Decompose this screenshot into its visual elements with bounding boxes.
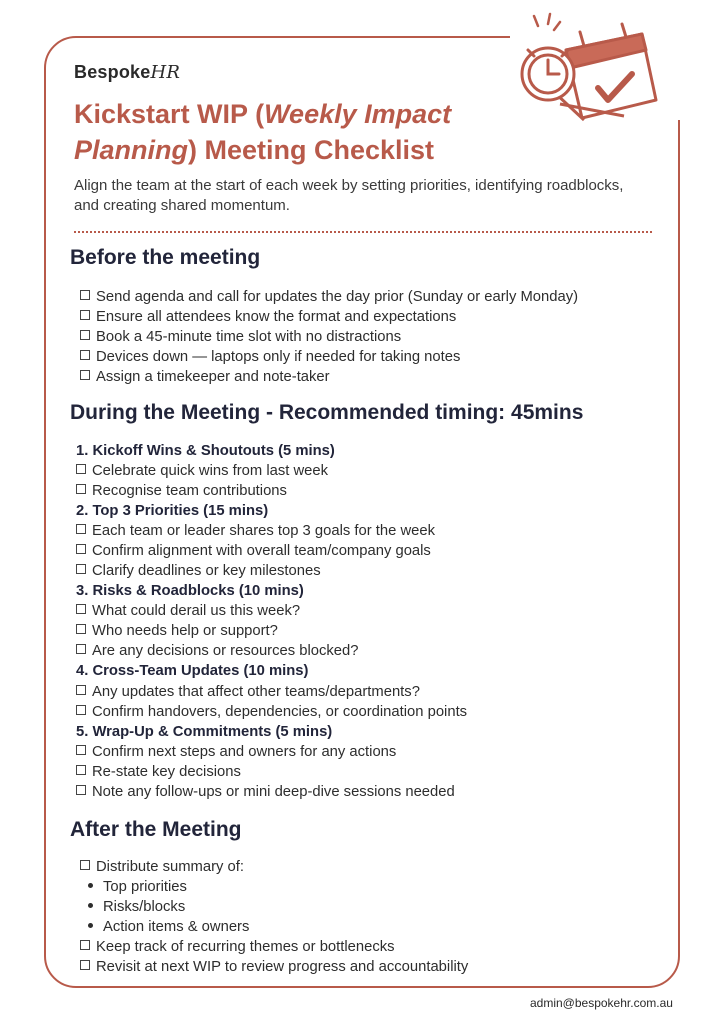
checkbox-icon[interactable] [76,624,86,634]
checkbox-icon[interactable] [76,705,86,715]
brand-logo [74,62,180,83]
checklist-item[interactable] [80,959,468,975]
section-heading-during: During the Meeting - Recommended timing: 45mins [70,401,584,424]
section-heading-after: After the Meeting [70,818,242,841]
bullet-item [88,919,249,935]
checkbox-icon[interactable] [76,745,86,755]
brand-suffix: HR [150,62,181,83]
checklist-item[interactable] [76,623,278,639]
checklist-item[interactable] [76,563,321,579]
checkbox-icon[interactable] [80,310,90,320]
dotted-divider [74,231,652,233]
bullet-item [88,879,187,895]
item-text: Note any follow-ups or mini deep-dive sessions needed [92,784,455,800]
checklist-item[interactable] [76,744,396,760]
bullet-icon [88,923,93,928]
subsection-title: 5. Wrap-Up & Commitments (5 mins) [76,724,333,740]
item-text: What could derail us this week? [92,603,301,619]
checkbox-icon[interactable] [76,644,86,654]
checkbox-icon[interactable] [76,524,86,534]
checkbox-icon[interactable] [76,604,86,614]
checkbox-icon[interactable] [80,860,90,870]
page-title [74,96,534,168]
checklist-item[interactable] [80,309,456,325]
item-text: Celebrate quick wins from last week [92,463,329,479]
item-text: Risks/blocks [103,899,186,915]
checklist-item[interactable] [76,643,358,659]
intro-text: Align the team at the start of each week by setting priorities, identifying roadblocks, and creating shared momentum. [74,177,624,214]
bullet-icon [88,883,93,888]
item-text: Who needs help or support? [92,623,278,639]
checkbox-icon[interactable] [76,544,86,554]
checkbox-icon[interactable] [76,785,86,795]
checkbox-icon[interactable] [80,370,90,380]
checklist-item[interactable] [76,764,241,780]
bullet-icon [88,903,93,908]
title-part1: Kickstart WIP ( [74,99,265,129]
item-text: Devices down — laptops only if needed for taking notes [96,349,461,365]
item-text: Assign a timekeeper and note-taker [96,369,330,385]
checkbox-icon[interactable] [80,290,90,300]
checklist-item[interactable] [76,704,467,720]
checkbox-icon[interactable] [76,564,86,574]
item-text: Each team or leader shares top 3 goals for the week [92,523,435,539]
item-text: Top priorities [103,879,187,895]
checklist-item[interactable] [80,369,330,385]
item-text: Any updates that affect other teams/departments? [92,684,420,700]
checkbox-icon[interactable] [76,685,86,695]
item-text: Distribute summary of: [96,859,245,875]
checklist-item[interactable] [80,349,460,365]
item-text: Re-state key decisions [92,764,241,780]
checkbox-icon[interactable] [80,940,90,950]
checklist-item[interactable] [80,939,395,955]
checklist-item[interactable] [80,859,244,875]
subsection-title: 4. Cross-Team Updates (10 mins) [76,663,309,679]
checklist-item[interactable] [76,523,435,539]
checklist-item[interactable] [76,483,287,499]
footer-email-link[interactable]: admin@bespokehr.com.au [530,996,673,1010]
item-text: Revisit at next WIP to review progress and accountability [96,959,469,975]
checklist-item[interactable] [80,329,401,345]
checkbox-icon[interactable] [80,330,90,340]
checkbox-icon[interactable] [76,765,86,775]
checkbox-icon[interactable] [80,960,90,970]
checklist-item[interactable] [76,543,431,559]
checkbox-icon[interactable] [76,464,86,474]
item-text: Clarify deadlines or key milestones [92,563,321,579]
checklist-item[interactable] [76,784,455,800]
section-heading-before: Before the meeting [70,246,261,269]
item-text: Book a 45-minute time slot with no distractions [96,329,402,345]
item-text: Are any decisions or resources blocked? [92,643,359,659]
item-text: Confirm alignment with overall team/company goals [92,543,431,559]
checklist-item[interactable] [80,289,578,305]
item-text: Confirm next steps and owners for any actions [92,744,397,760]
checklist-item[interactable] [76,463,328,479]
title-part2: ) Meeting Checklist [188,135,435,165]
item-text: Recognise team contributions [92,483,287,499]
item-text: Ensure all attendees know the format and expectations [96,309,457,325]
item-text: Confirm handovers, dependencies, or coordination points [92,704,468,720]
title-italic: Weekly Impact Planning [74,99,452,165]
item-text: Send agenda and call for updates the day prior (Sunday or early Monday) [96,289,579,305]
item-text: Keep track of recurring themes or bottlenecks [96,939,395,955]
bullet-item [88,899,185,915]
subsection-title: 1. Kickoff Wins & Shoutouts (5 mins) [76,443,335,459]
subsection-title: 2. Top 3 Priorities (15 mins) [76,503,269,519]
checkbox-icon[interactable] [80,350,90,360]
checklist-item[interactable] [76,603,300,619]
brand-name: Bespoke [74,62,151,82]
checklist-item[interactable] [76,684,420,700]
checkbox-icon[interactable] [76,484,86,494]
item-text: Action items & owners [103,919,250,935]
subsection-title: 3. Risks & Roadblocks (10 mins) [76,583,304,599]
